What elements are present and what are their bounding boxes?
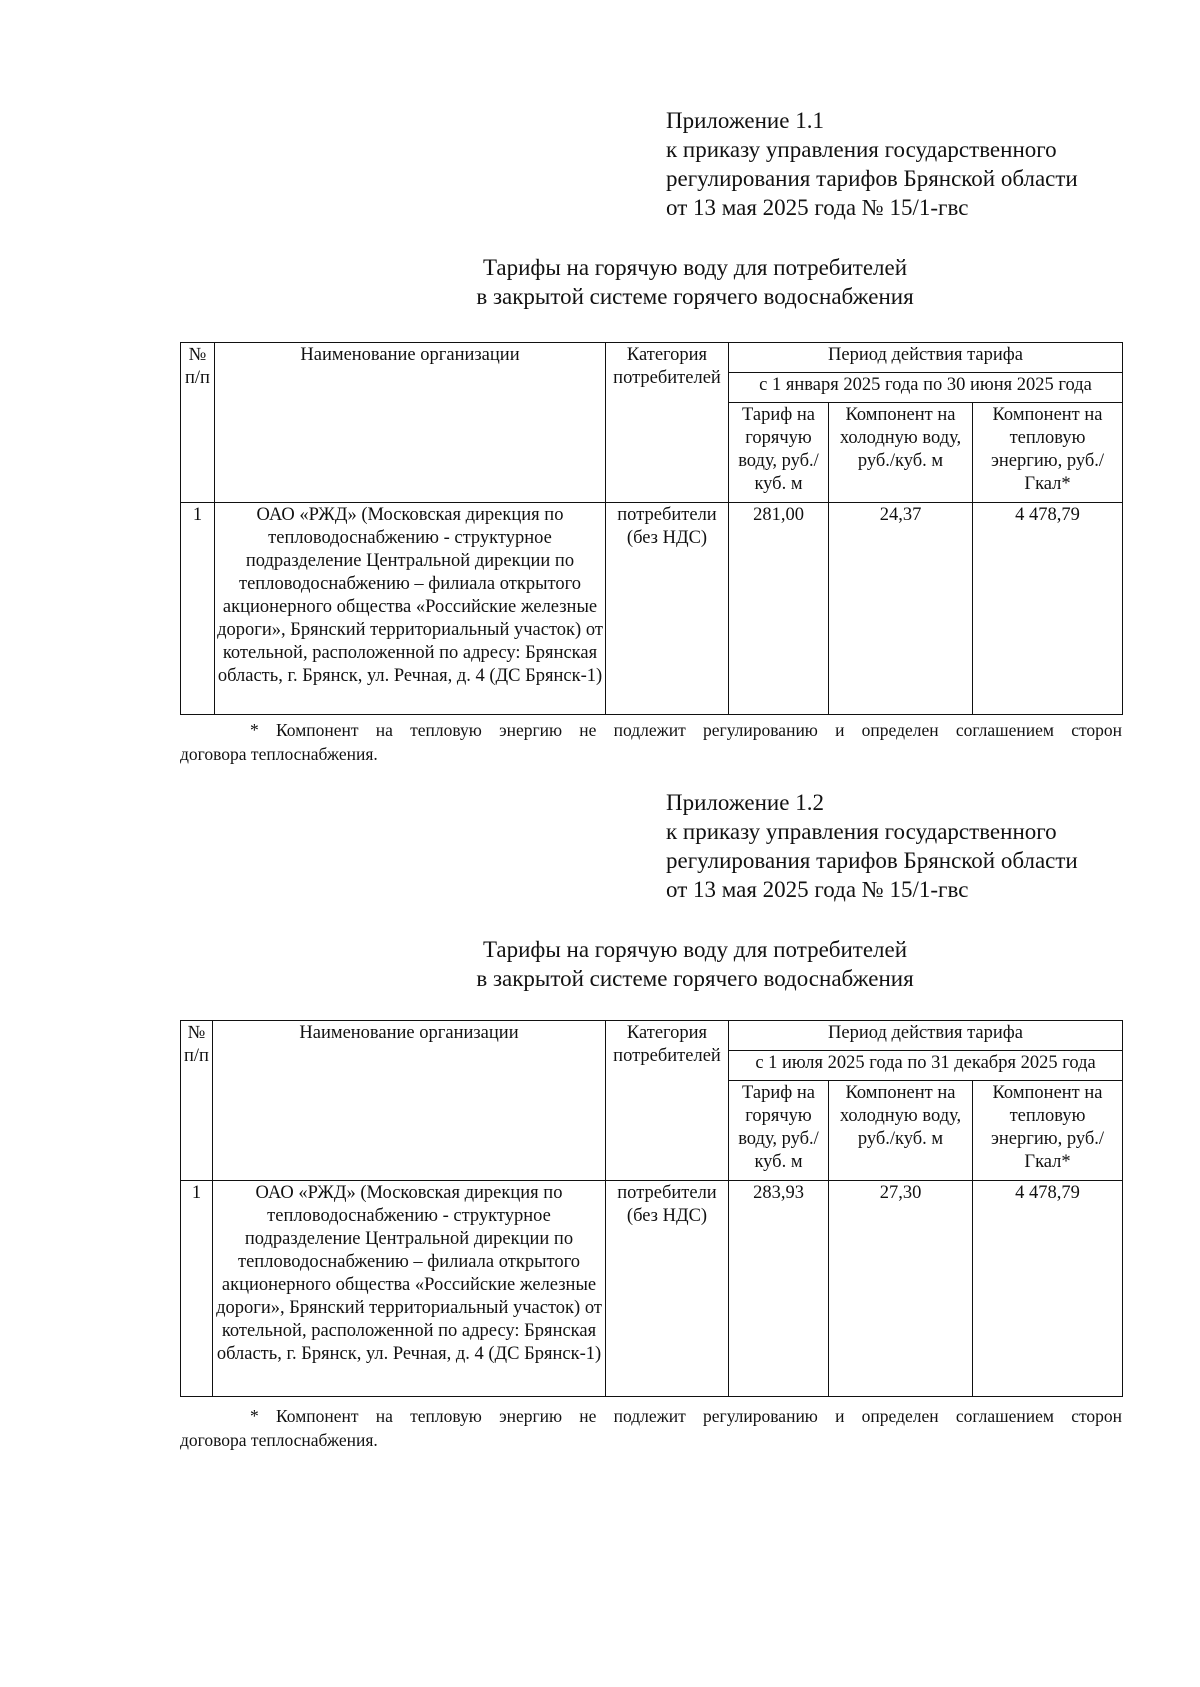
cell-heat-component: 4 478,79	[973, 1181, 1123, 1397]
table-row	[181, 1181, 1123, 1397]
footnote	[180, 718, 1122, 766]
header-heat-component: Компонент на тепловую энергию, руб./Гкал*	[973, 403, 1123, 503]
header-category: Категория потребителей	[606, 343, 729, 503]
header-category: Категория потребителей	[606, 1021, 729, 1181]
appendix-line: к приказу управления государственного	[666, 137, 1057, 162]
tariff-table	[180, 1020, 1123, 1397]
cell-num: 1	[181, 1181, 213, 1397]
header-org: Наименование организации	[213, 1021, 606, 1181]
table-row	[181, 503, 1123, 715]
footnote-line: * Компонент на тепловую энергию не подлежит регулированию и определен соглашением сторон	[250, 1406, 1122, 1426]
cell-category: потребители (без НДС)	[606, 1181, 729, 1397]
cell-heat-component: 4 478,79	[973, 503, 1123, 715]
header-cold-component: Компонент на холодную воду, руб./куб. м	[829, 1081, 973, 1181]
footnote	[180, 1404, 1122, 1452]
appendix-line: к приказу управления государственного	[666, 819, 1057, 844]
title-line: Тарифы на горячую воду для потребителей	[482, 937, 908, 962]
header-period-range: с 1 июля 2025 года по 31 декабря 2025 года	[729, 1051, 1123, 1081]
cell-org: ОАО «РЖД» (Московская дирекция по тепловодоснабжению - структурное подразделение Центральной дирекции по тепловодоснабжению – филиала открытого акционерного общества «Российские железные дороги», Брянский территориальный участок) от котельной, расположенной по адресу: Брянская область, г. Брянск, ул. Речная, д. 4 (ДС Брянск-1)	[213, 1181, 606, 1397]
footnote-line: договора теплоснабжения.	[180, 744, 378, 764]
cell-cold-component: 27,30	[829, 1181, 973, 1397]
header-period: Период действия тарифа	[729, 1021, 1123, 1051]
document-title	[0, 253, 1200, 311]
appendix-line: от 13 мая 2025 года № 15/1-гвс	[666, 877, 969, 902]
appendix-header	[666, 106, 1078, 222]
appendix-line: Приложение 1.1	[666, 108, 824, 133]
cell-num: 1	[181, 503, 215, 715]
footnote-line: * Компонент на тепловую энергию не подлежит регулированию и определен соглашением сторон	[250, 720, 1122, 740]
tariff-table	[180, 342, 1123, 715]
appendix-line: регулирования тарифов Брянской области	[666, 166, 1078, 191]
header-org: Наименование организации	[215, 343, 606, 503]
appendix-line: Приложение 1.2	[666, 790, 824, 815]
title-line: в закрытой системе горячего водоснабжения	[476, 284, 914, 309]
cell-tariff: 283,93	[729, 1181, 829, 1397]
cell-tariff: 281,00	[729, 503, 829, 715]
header-tariff: Тариф на горячую воду, руб./куб. м	[729, 1081, 829, 1181]
header-period-range: с 1 января 2025 года по 30 июня 2025 года	[729, 373, 1123, 403]
header-num: № п/п	[181, 343, 215, 503]
document-title	[0, 935, 1200, 993]
title-line: в закрытой системе горячего водоснабжения	[476, 966, 914, 991]
appendix-header	[666, 788, 1078, 904]
cell-org: ОАО «РЖД» (Московская дирекция по тепловодоснабжению - структурное подразделение Центральной дирекции по тепловодоснабжению – филиала открытого акционерного общества «Российские железные дороги», Брянский территориальный участок) от котельной, расположенной по адресу: Брянская область, г. Брянск, ул. Речная, д. 4 (ДС Брянск-1)	[215, 503, 606, 715]
footnote-line: договора теплоснабжения.	[180, 1430, 378, 1450]
cell-category: потребители (без НДС)	[606, 503, 729, 715]
title-line: Тарифы на горячую воду для потребителей	[482, 255, 908, 280]
header-tariff: Тариф на горячую воду, руб./куб. м	[729, 403, 829, 503]
header-num: № п/п	[181, 1021, 213, 1181]
appendix-line: от 13 мая 2025 года № 15/1-гвс	[666, 195, 969, 220]
header-period: Период действия тарифа	[729, 343, 1123, 373]
header-heat-component: Компонент на тепловую энергию, руб./Гкал*	[973, 1081, 1123, 1181]
cell-cold-component: 24,37	[829, 503, 973, 715]
appendix-line: регулирования тарифов Брянской области	[666, 848, 1078, 873]
header-cold-component: Компонент на холодную воду, руб./куб. м	[829, 403, 973, 503]
